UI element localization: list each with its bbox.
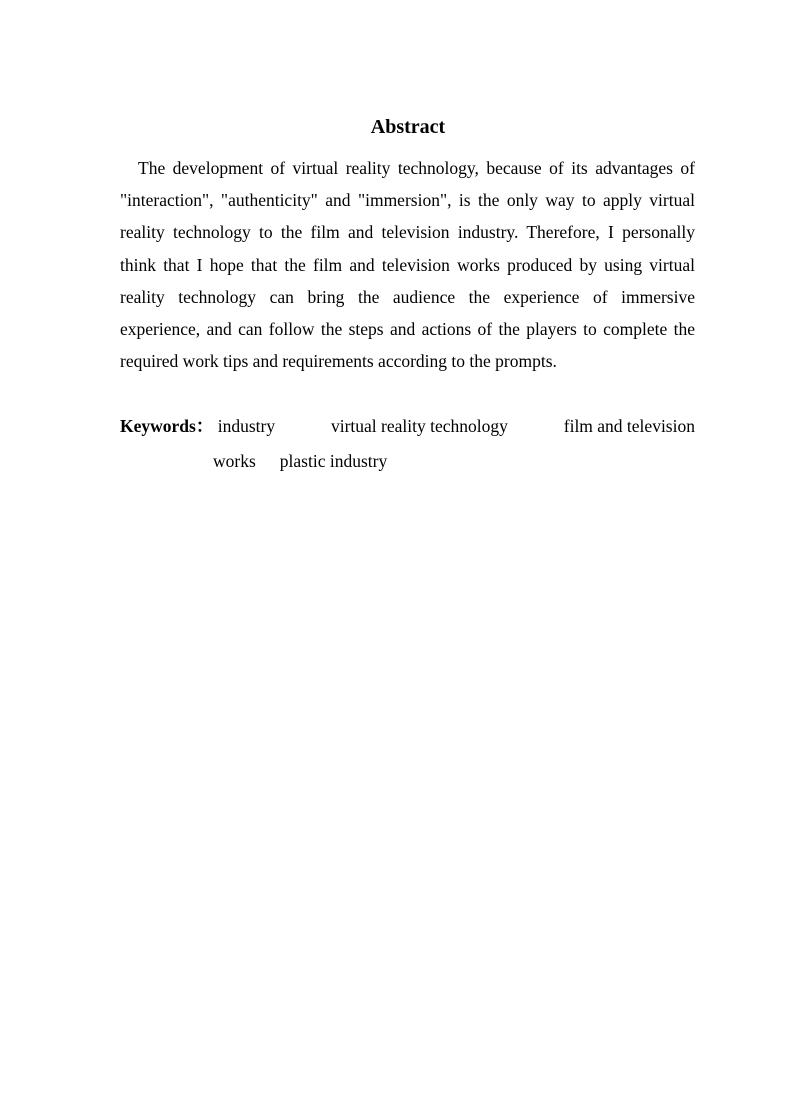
keywords-label-group xyxy=(120,409,275,444)
keywords-label: Keywords： xyxy=(120,416,214,436)
keywords-section xyxy=(120,409,695,479)
keyword-item: works xyxy=(213,451,256,471)
keywords-line xyxy=(120,409,695,444)
keyword-item: plastic industry xyxy=(279,451,388,471)
keyword-item: film and television xyxy=(563,416,695,436)
keyword-item: industry xyxy=(217,416,276,436)
abstract-body: The development of virtual reality technology, because of its advantages of "interaction", "authenticity" and "immersion", is the only way to apply virtual reality technology to the film and television industry. Therefore, I personally think that I hope that the film and television works produced by using virtual reality technology can bring the audience the experience of immersive experience, and can follow the steps and actions of the players to complete the required work tips and requirements according to the prompts. xyxy=(120,158,695,372)
abstract-title: Abstract xyxy=(370,116,446,138)
keyword-item: virtual reality technology xyxy=(330,416,508,436)
keywords-line-continued xyxy=(120,444,695,479)
